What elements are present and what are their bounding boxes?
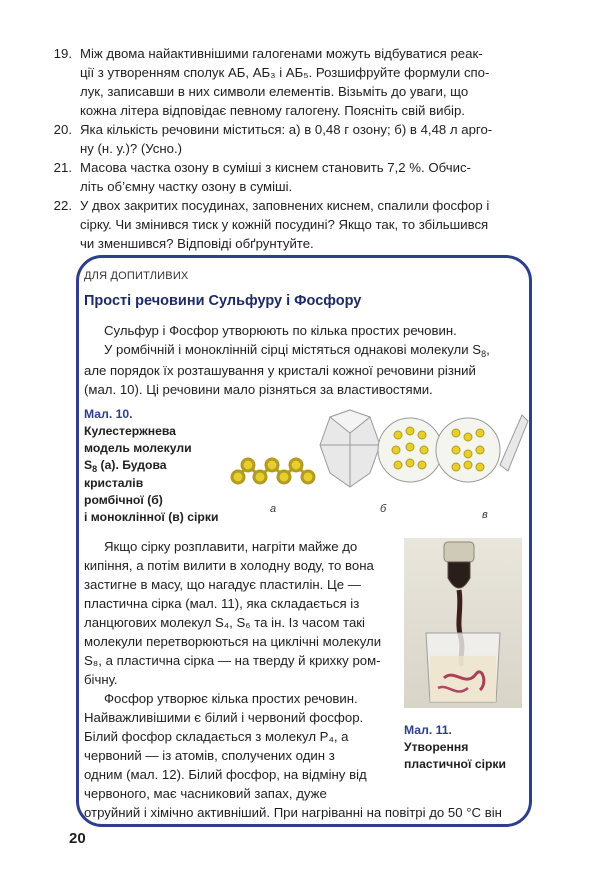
s8-molecule-model	[232, 459, 314, 483]
question-line: кожна літера відповідає певному галогену. Поясніть свій вибір.	[80, 103, 465, 118]
fig10-label-c: в	[482, 509, 488, 521]
fig10-illustration	[230, 405, 530, 515]
intro-line-1: Сульфур і Фосфор утворюють по кілька простих речовин.	[104, 323, 457, 338]
page-number: 20	[69, 830, 86, 847]
question-line: ну (н. у.)? (Усно.)	[80, 141, 183, 156]
question-number: 19.	[53, 46, 72, 61]
intro-paragraph	[84, 321, 526, 399]
intro-line-2: У ромбічній і моноклінній сірці містяться однакові молекули $S_8$,	[104, 342, 490, 359]
question-number: 20.	[53, 122, 72, 137]
question-line: Яка кількість речовини міститься: а) в 0,48 г озону; б) в 4,48 л арго-	[80, 122, 493, 137]
question-line: чи зменшився? Відповіді обґрунтуйте.	[80, 236, 314, 251]
fig11-caption: Мал. 11. Утворення пластичної сірки	[404, 722, 526, 773]
rhombic-crystal	[320, 410, 380, 487]
beaker-icon	[426, 633, 500, 702]
fig11-photo	[404, 538, 522, 708]
plastic-sulfur-paragraph: Якщо сірку розплавити, нагріти майже до кипіння, а потім вилити в холодну воду, то вона застигне в масу, що нагадує пластилін. Це — пластична сірка (мал. 11), яка складається із ланцюгових молекул S₄, S₆ та ін. Із часом такі молекули перетворюються на циклічні молекули S₈, а пластична сірка — на тверду й крихку ром- бічну.	[84, 539, 382, 687]
fig11-number: Мал. 11.	[404, 723, 452, 737]
question-21	[53, 158, 542, 196]
question-line: літь об’ємну частку озону в суміші.	[80, 179, 293, 194]
fig10-number: Мал. 10.	[84, 407, 133, 421]
question-line: лук, записавши в них символи елементів. Візьміть до уваги, що	[80, 84, 469, 99]
question-line: сірку. Чи змінився тиск у кожній посудині? Якщо так, то збільшився	[80, 217, 489, 232]
phosphorus-paragraph: Фосфор утворює кілька простих речовин. Найважливішими є білий і червоний фосфор. Білий фосфор складається з молекул P₄, а червоний — із атомів, сполучених один з одним (мал. 12). Білий фосфор, на відміну від червоного, має часниковий запах, дуже отруйний і хімічно активніший. При нагріванні на повітрі до 50 °С він	[84, 691, 502, 820]
question-line: У двох закритих посудинах, заповнених киснем, спалили фосфор і	[80, 198, 490, 213]
question-line: Між двома найактивнішими галогенами можуть відбуватися реак-	[80, 46, 483, 61]
question-line: Масова частка озону в суміші з киснем становить 7,2 %. Обчис-	[80, 160, 471, 175]
question-19	[53, 44, 542, 120]
monoclinic-needle	[500, 415, 528, 471]
question-line: ції з утворенням сполук АБ, АБ₃ і АБ₅. Розшифруйте формули спо-	[80, 65, 490, 80]
box-title: Прості речовини Сульфуру і Фосфору	[84, 293, 362, 309]
question-20	[53, 120, 542, 158]
fig10-label-a: а	[270, 503, 277, 515]
question-22	[53, 196, 542, 253]
fig10-label-b: б	[380, 503, 387, 515]
question-number: 21.	[53, 160, 72, 175]
fig10-caption: Мал. 10. Кулестержнева модель молекули $S_8$ (а). Будова кристалів ромбічної (б) і моноклінної (в) сірки	[84, 406, 234, 526]
box-label: ДЛЯ ДОПИТЛИВИХ	[84, 270, 189, 282]
intro-line-4: (мал. 10). Ці речовини мало різняться за властивостями.	[84, 382, 433, 397]
question-number: 22.	[53, 198, 72, 213]
intro-line-3: але порядок їх розташування у кристалі кожної речовини різний	[84, 363, 476, 378]
